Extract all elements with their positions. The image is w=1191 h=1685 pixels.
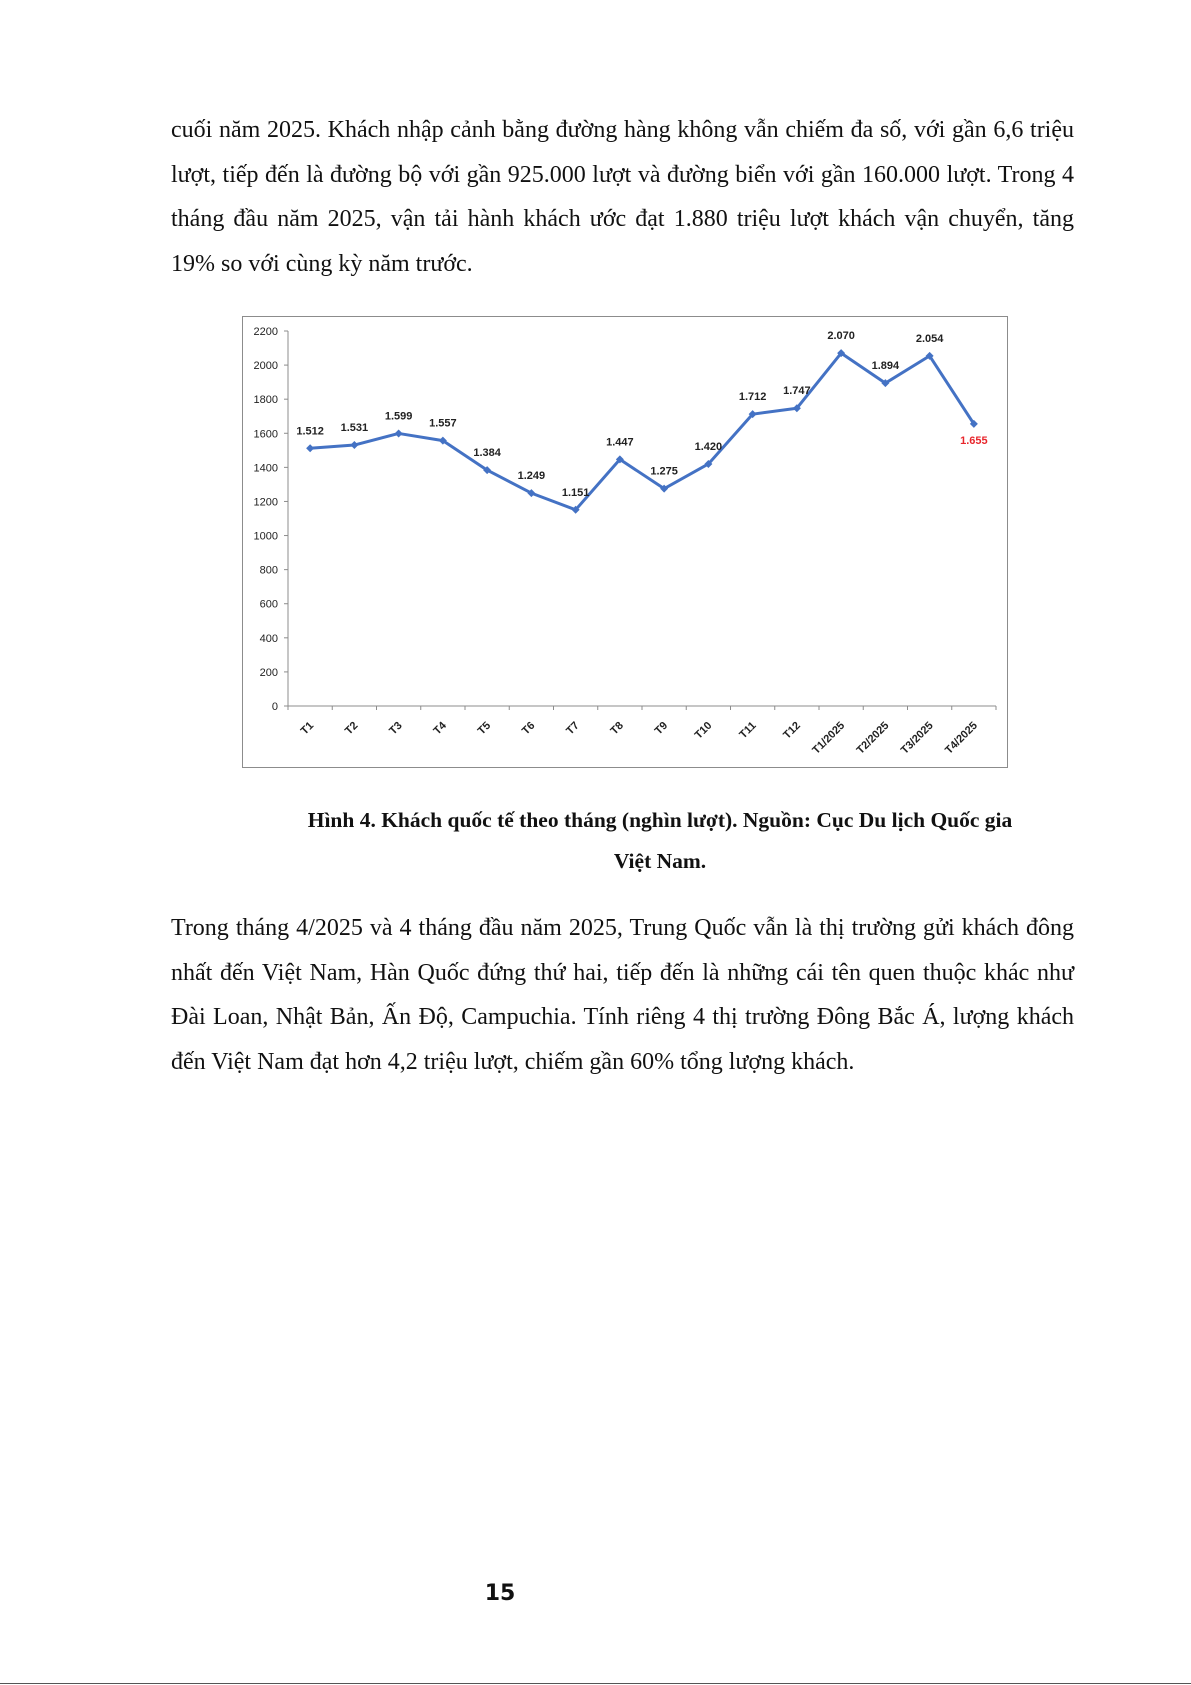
body-paragraph-2: Trong tháng 4/2025 và 4 tháng đầu năm 2025, Trung Quốc vẫn là thị trường gửi khách đông nhất đến Việt Nam, Hàn Quốc đứng thứ hai, tiếp đến là những cái tên quen thuộc khác như Đài Loan, Nhật Bản, Ấn Độ, Campuchia. Tính riêng 4 thị trường Đông Bắc Á, lượng khách đến Việt Nam đạt hơn 4,2 triệu lượt, chiếm gần 60% tổng lượng khách. [171,915,1074,1075]
data-label: 1.747 [783,385,811,398]
data-label: 1.384 [473,447,501,460]
page-bottom-rule [0,1683,1191,1684]
data-label: 1.420 [694,440,723,453]
x-tick-label: T10 [692,719,715,742]
y-tick-label: 1600 [253,428,278,441]
body-paragraph-1: cuối năm 2025. Khách nhập cảnh bằng đường hàng không vẫn chiếm đa số, với gần 6,6 triệu lượt, tiếp đến là đường bộ với gần 925.000 lượt và đường biển với gần 160.000 lượt. Trong 4 tháng đầu năm 2025, vận tải hành khách ước đạt 1.880 triệu lượt khách vận chuyển, tăng 19% so với cùng kỳ năm trước. [171,117,1074,277]
y-tick-label: 1200 [253,496,278,509]
data-label: 2.054 [915,332,944,345]
data-label: 1.599 [384,410,413,423]
x-tick-label: T1 [298,719,317,738]
y-tick-label: 400 [259,632,278,645]
x-tick-label: T6 [519,719,538,738]
x-tick-label: T3/2025 [898,719,936,757]
y-tick-label: 600 [259,598,278,611]
x-tick-label: T7 [564,719,582,738]
y-tick-label: 2000 [253,360,278,373]
x-tick-label: T8 [608,719,626,738]
figure-caption-line-2: Việt Nam. [613,849,707,873]
y-tick-label: 200 [259,666,278,679]
series-line [310,353,974,510]
data-label: 1.275 [650,465,678,478]
x-tick-label: T12 [781,719,803,742]
page-number: 15 [484,1581,516,1606]
data-label: 1.712 [738,391,767,404]
data-label: 1.151 [561,486,590,499]
x-tick-label: T5 [475,719,494,738]
data-point-marker [350,441,358,449]
x-tick-label: T3 [387,719,405,738]
x-tick-label: T2 [342,719,361,738]
x-tick-label: T4/2025 [942,719,980,757]
figure-caption [260,800,1060,882]
data-label: 1.512 [296,425,324,438]
data-label: 1.557 [429,417,457,430]
y-tick-label: 800 [259,564,278,577]
y-tick-label: 0 [271,701,278,713]
y-tick-label: 2200 [253,326,278,338]
y-tick-label: 1800 [253,394,278,407]
data-label: 1.531 [340,422,369,435]
y-tick-label: 1400 [253,462,278,475]
data-label: 1.249 [517,470,546,483]
x-tick-label: T1/2025 [810,719,848,757]
line-chart [243,317,1009,769]
x-tick-label: T4 [431,719,449,738]
chart-frame [242,316,1008,768]
y-tick-label: 1000 [253,530,278,543]
data-point-marker [306,444,314,452]
data-label: 1.655 [960,434,988,447]
figure-caption-line-1: Hình 4. Khách quốc tế theo tháng (nghìn lượt). Nguồn: Cục Du lịch Quốc gia [307,808,1013,832]
data-label: 2.070 [827,330,855,343]
data-label: 1.894 [871,360,900,373]
data-point-marker [395,429,403,437]
x-tick-label: T9 [652,719,671,738]
x-tick-label: T11 [737,719,759,742]
data-label: 1.447 [606,436,634,449]
x-tick-label: T2/2025 [854,719,892,757]
